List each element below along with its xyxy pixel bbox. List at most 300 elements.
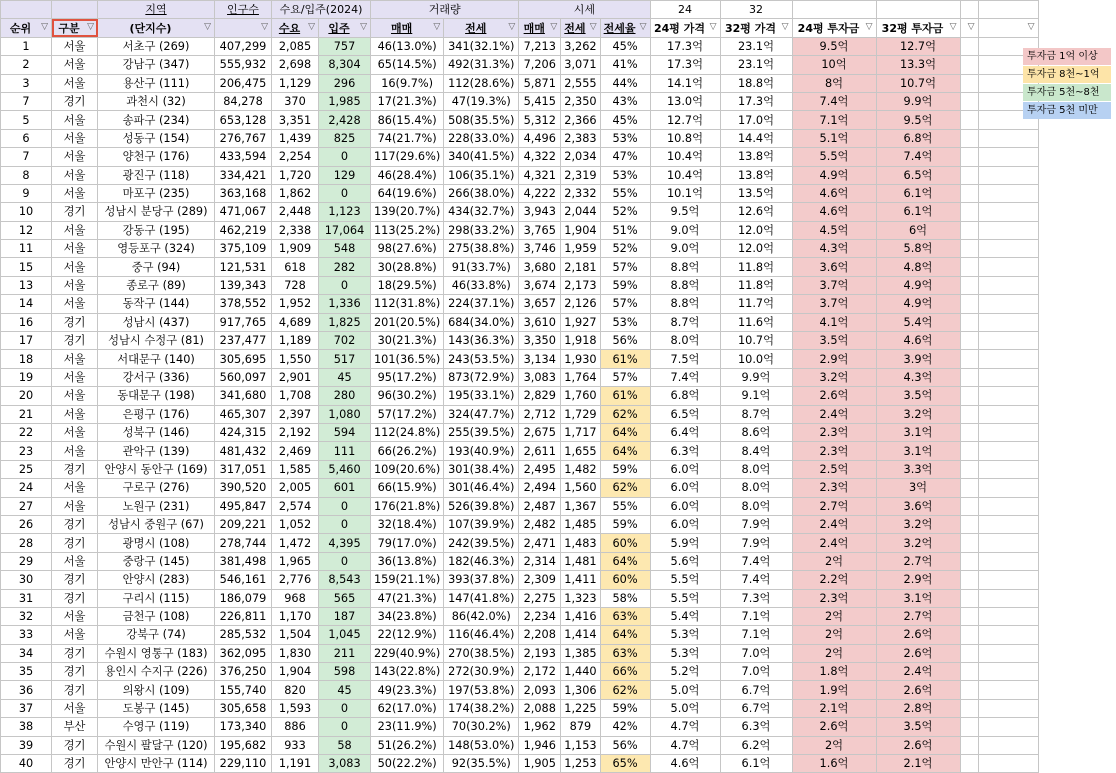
price32-cell[interactable]: 7.1억 (720, 607, 792, 625)
price-trade-cell[interactable]: 2,611 (519, 442, 561, 460)
trade-cell[interactable]: 112(31.8%) (371, 295, 444, 313)
gubun-cell[interactable]: 서울 (52, 350, 98, 368)
demand-cell[interactable]: 1,593 (272, 699, 319, 717)
trade-cell[interactable]: 201(20.5%) (371, 313, 444, 331)
invest24-cell[interactable]: 3.2억 (792, 368, 876, 386)
empty-cell[interactable] (978, 203, 1038, 221)
demand-cell[interactable]: 1,862 (272, 184, 319, 202)
invest32-cell[interactable]: 3.2억 (876, 405, 960, 423)
invest32-cell[interactable]: 2.4억 (876, 663, 960, 681)
supply-cell[interactable]: 296 (319, 74, 371, 92)
jeonse-rate-cell[interactable]: 62% (600, 681, 650, 699)
jeonse-cell[interactable]: 243(53.5%) (444, 350, 519, 368)
invest32-cell[interactable]: 6.5억 (876, 166, 960, 184)
rank-cell[interactable]: 30 (1, 571, 52, 589)
empty-cell[interactable] (978, 166, 1038, 184)
jeonse-rate-cell[interactable]: 52% (600, 240, 650, 258)
empty-cell[interactable] (960, 515, 978, 533)
supply-cell[interactable]: 129 (319, 166, 371, 184)
jeonse-cell[interactable]: 228(33.0%) (444, 129, 519, 147)
region-cell[interactable]: 성동구 (154) (98, 129, 215, 147)
invest24-cell[interactable]: 4.6억 (792, 203, 876, 221)
demand-cell[interactable]: 2,448 (272, 203, 319, 221)
region-cell[interactable]: 성남시 (437) (98, 313, 215, 331)
filter-icon[interactable]: ▽ (550, 22, 558, 33)
invest32-cell[interactable]: 2.6억 (876, 626, 960, 644)
population-cell[interactable]: 555,932 (215, 56, 272, 74)
price24-cell[interactable]: 10.1억 (650, 184, 720, 202)
jeonse-rate-cell[interactable]: 58% (600, 589, 650, 607)
demand-cell[interactable]: 1,189 (272, 332, 319, 350)
trade-cell[interactable]: 143(22.8%) (371, 663, 444, 681)
price32-cell[interactable]: 23.1억 (720, 56, 792, 74)
empty-cell[interactable] (960, 276, 978, 294)
invest24-cell[interactable]: 5.1억 (792, 129, 876, 147)
filter-icon[interactable]: ▽ (639, 22, 647, 33)
demand-cell[interactable]: 886 (272, 718, 319, 736)
demand-cell[interactable]: 2,698 (272, 56, 319, 74)
price-jeonse-cell[interactable]: 1,485 (561, 515, 600, 533)
rank-cell[interactable]: 22 (1, 423, 52, 441)
header-demand[interactable] (272, 19, 319, 37)
supply-cell[interactable]: 2,428 (319, 111, 371, 129)
jeonse-cell[interactable]: 526(39.8%) (444, 497, 519, 515)
price32-cell[interactable]: 10.0억 (720, 350, 792, 368)
price24-cell[interactable]: 13.0억 (650, 92, 720, 110)
jeonse-rate-cell[interactable]: 55% (600, 497, 650, 515)
price-trade-cell[interactable]: 5,871 (519, 74, 561, 92)
gubun-cell[interactable]: 경기 (52, 663, 98, 681)
invest32-cell[interactable]: 2.8억 (876, 699, 960, 717)
invest24-cell[interactable]: 4.5억 (792, 221, 876, 239)
trade-cell[interactable]: 112(24.8%) (371, 423, 444, 441)
price-jeonse-cell[interactable]: 1,253 (561, 755, 600, 773)
rank-cell[interactable]: 7 (1, 92, 52, 110)
price-jeonse-cell[interactable]: 2,044 (561, 203, 600, 221)
population-cell[interactable]: 375,109 (215, 240, 272, 258)
gubun-cell[interactable]: 서울 (52, 626, 98, 644)
price24-cell[interactable]: 5.6억 (650, 552, 720, 570)
empty-cell[interactable] (978, 221, 1038, 239)
demand-cell[interactable]: 2,005 (272, 479, 319, 497)
price-trade-cell[interactable]: 2,208 (519, 626, 561, 644)
invest32-cell[interactable]: 3.6억 (876, 497, 960, 515)
empty-cell[interactable] (960, 460, 978, 478)
price32-cell[interactable]: 8.4억 (720, 442, 792, 460)
empty-cell[interactable] (978, 552, 1038, 570)
jeonse-cell[interactable]: 684(34.0%) (444, 313, 519, 331)
empty-cell[interactable] (978, 350, 1038, 368)
filter-icon[interactable]: ▽ (87, 22, 94, 33)
empty-cell[interactable] (978, 184, 1038, 202)
filter-icon[interactable]: ▽ (261, 22, 268, 33)
region-cell[interactable]: 마포구 (235) (98, 184, 215, 202)
demand-cell[interactable]: 1,504 (272, 626, 319, 644)
invest24-cell[interactable]: 9.5억 (792, 37, 876, 55)
trade-cell[interactable]: 18(29.5%) (371, 276, 444, 294)
trade-cell[interactable]: 46(13.0%) (371, 37, 444, 55)
invest24-cell[interactable]: 2.4억 (792, 405, 876, 423)
jeonse-rate-cell[interactable]: 53% (600, 129, 650, 147)
population-cell[interactable]: 186,079 (215, 589, 272, 607)
price24-cell[interactable]: 7.5억 (650, 350, 720, 368)
price-jeonse-cell[interactable]: 3,071 (561, 56, 600, 74)
population-cell[interactable]: 465,307 (215, 405, 272, 423)
empty-cell[interactable] (960, 166, 978, 184)
table-row[interactable] (1, 92, 1039, 110)
jeonse-rate-cell[interactable]: 59% (600, 460, 650, 478)
header-complexes[interactable] (98, 19, 215, 37)
jeonse-rate-cell[interactable]: 51% (600, 221, 650, 239)
demand-cell[interactable]: 1,439 (272, 129, 319, 147)
jeonse-cell[interactable]: 434(32.7%) (444, 203, 519, 221)
invest24-cell[interactable]: 2.5억 (792, 460, 876, 478)
rank-cell[interactable]: 23 (1, 442, 52, 460)
gubun-cell[interactable]: 서울 (52, 74, 98, 92)
price32-cell[interactable]: 12.6억 (720, 203, 792, 221)
price32-cell[interactable]: 7.9억 (720, 515, 792, 533)
trade-cell[interactable]: 113(25.2%) (371, 221, 444, 239)
price32-cell[interactable]: 7.4억 (720, 571, 792, 589)
demand-cell[interactable]: 1,830 (272, 644, 319, 662)
region-cell[interactable]: 관악구 (139) (98, 442, 215, 460)
trade-cell[interactable]: 74(21.7%) (371, 129, 444, 147)
jeonse-cell[interactable]: 324(47.7%) (444, 405, 519, 423)
invest32-cell[interactable]: 4.3억 (876, 368, 960, 386)
population-cell[interactable]: 285,532 (215, 626, 272, 644)
price24-cell[interactable]: 9.5억 (650, 203, 720, 221)
jeonse-cell[interactable]: 266(38.0%) (444, 184, 519, 202)
demand-cell[interactable]: 2,574 (272, 497, 319, 515)
invest24-cell[interactable]: 3.5억 (792, 332, 876, 350)
trade-cell[interactable]: 57(17.2%) (371, 405, 444, 423)
invest32-cell[interactable]: 13.3억 (876, 56, 960, 74)
invest32-cell[interactable]: 3.2억 (876, 515, 960, 533)
rank-cell[interactable]: 17 (1, 332, 52, 350)
jeonse-cell[interactable]: 116(46.4%) (444, 626, 519, 644)
region-cell[interactable]: 의왕시 (109) (98, 681, 215, 699)
jeonse-rate-cell[interactable]: 60% (600, 571, 650, 589)
price-trade-cell[interactable]: 2,309 (519, 571, 561, 589)
price32-cell[interactable]: 9.1억 (720, 387, 792, 405)
table-row[interactable] (1, 460, 1039, 478)
demand-cell[interactable]: 1,965 (272, 552, 319, 570)
table-row[interactable] (1, 258, 1039, 276)
invest24-cell[interactable]: 2.4억 (792, 534, 876, 552)
jeonse-rate-cell[interactable]: 41% (600, 56, 650, 74)
population-cell[interactable]: 462,219 (215, 221, 272, 239)
region-cell[interactable]: 과천시 (32) (98, 92, 215, 110)
population-cell[interactable]: 276,767 (215, 129, 272, 147)
price32-cell[interactable]: 8.0억 (720, 460, 792, 478)
population-cell[interactable]: 433,594 (215, 148, 272, 166)
trade-cell[interactable]: 96(30.2%) (371, 387, 444, 405)
invest24-cell[interactable]: 2.3억 (792, 589, 876, 607)
population-cell[interactable]: 424,315 (215, 423, 272, 441)
supply-cell[interactable]: 1,985 (319, 92, 371, 110)
invest24-cell[interactable]: 2억 (792, 626, 876, 644)
jeonse-cell[interactable]: 143(36.3%) (444, 332, 519, 350)
demand-cell[interactable]: 1,952 (272, 295, 319, 313)
supply-cell[interactable]: 3,083 (319, 755, 371, 773)
rank-cell[interactable]: 15 (1, 258, 52, 276)
region-cell[interactable]: 광진구 (118) (98, 166, 215, 184)
jeonse-cell[interactable]: 301(38.4%) (444, 460, 519, 478)
supply-cell[interactable]: 280 (319, 387, 371, 405)
jeonse-rate-cell[interactable]: 65% (600, 755, 650, 773)
table-row[interactable] (1, 663, 1039, 681)
price32-cell[interactable]: 7.4억 (720, 552, 792, 570)
table-row[interactable] (1, 423, 1039, 441)
demand-cell[interactable]: 2,469 (272, 442, 319, 460)
supply-cell[interactable]: 211 (319, 644, 371, 662)
empty-cell[interactable] (978, 497, 1038, 515)
price-trade-cell[interactable]: 2,712 (519, 405, 561, 423)
jeonse-cell[interactable]: 340(41.5%) (444, 148, 519, 166)
demand-cell[interactable]: 370 (272, 92, 319, 110)
empty-cell[interactable] (960, 56, 978, 74)
population-cell[interactable]: 209,221 (215, 515, 272, 533)
invest32-cell[interactable]: 6.1억 (876, 184, 960, 202)
supply-cell[interactable]: 825 (319, 129, 371, 147)
rank-cell[interactable]: 34 (1, 644, 52, 662)
price-jeonse-cell[interactable]: 2,366 (561, 111, 600, 129)
jeonse-rate-cell[interactable]: 60% (600, 534, 650, 552)
population-cell[interactable]: 334,421 (215, 166, 272, 184)
supply-cell[interactable]: 8,543 (319, 571, 371, 589)
trade-cell[interactable]: 49(23.3%) (371, 681, 444, 699)
jeonse-cell[interactable]: 193(40.9%) (444, 442, 519, 460)
population-cell[interactable]: 305,658 (215, 699, 272, 717)
header-invest24[interactable] (792, 19, 876, 37)
rank-cell[interactable]: 1 (1, 37, 52, 55)
region-cell[interactable]: 안양시 만안구 (114) (98, 755, 215, 773)
price24-cell[interactable]: 4.7억 (650, 736, 720, 754)
region-cell[interactable]: 강동구 (195) (98, 221, 215, 239)
price32-cell[interactable]: 17.0억 (720, 111, 792, 129)
price24-cell[interactable]: 17.3억 (650, 56, 720, 74)
trade-cell[interactable]: 79(17.0%) (371, 534, 444, 552)
supply-cell[interactable]: 0 (319, 552, 371, 570)
supply-cell[interactable]: 58 (319, 736, 371, 754)
supply-cell[interactable]: 17,064 (319, 221, 371, 239)
empty-cell[interactable] (960, 240, 978, 258)
jeonse-rate-cell[interactable]: 56% (600, 332, 650, 350)
trade-cell[interactable]: 98(27.6%) (371, 240, 444, 258)
price24-cell[interactable]: 6.8억 (650, 387, 720, 405)
demand-cell[interactable]: 3,351 (272, 111, 319, 129)
jeonse-rate-cell[interactable]: 55% (600, 184, 650, 202)
jeonse-rate-cell[interactable]: 59% (600, 276, 650, 294)
gubun-cell[interactable]: 경기 (52, 515, 98, 533)
price-jeonse-cell[interactable]: 1,729 (561, 405, 600, 423)
price-jeonse-cell[interactable]: 2,319 (561, 166, 600, 184)
supply-cell[interactable]: 45 (319, 368, 371, 386)
supply-cell[interactable]: 0 (319, 184, 371, 202)
demand-cell[interactable]: 2,901 (272, 368, 319, 386)
trade-cell[interactable]: 101(36.5%) (371, 350, 444, 368)
region-cell[interactable]: 광명시 (108) (98, 534, 215, 552)
price24-cell[interactable]: 8.8억 (650, 258, 720, 276)
invest24-cell[interactable]: 2.7억 (792, 497, 876, 515)
region-cell[interactable]: 용산구 (111) (98, 74, 215, 92)
region-cell[interactable]: 동작구 (144) (98, 295, 215, 313)
invest32-cell[interactable]: 9.5억 (876, 111, 960, 129)
demand-cell[interactable]: 618 (272, 258, 319, 276)
region-cell[interactable]: 강남구 (347) (98, 56, 215, 74)
jeonse-cell[interactable]: 91(33.7%) (444, 258, 519, 276)
price-jeonse-cell[interactable]: 1,930 (561, 350, 600, 368)
table-row[interactable] (1, 56, 1039, 74)
gubun-cell[interactable]: 서울 (52, 240, 98, 258)
filter-icon[interactable]: ▽ (508, 22, 516, 33)
table-row[interactable] (1, 184, 1039, 202)
jeonse-rate-cell[interactable]: 64% (600, 442, 650, 460)
region-cell[interactable]: 성남시 중원구 (67) (98, 515, 215, 533)
header-price-jeonse[interactable] (561, 19, 600, 37)
price32-cell[interactable]: 6.7억 (720, 699, 792, 717)
empty-cell[interactable] (978, 148, 1038, 166)
jeonse-cell[interactable]: 47(19.3%) (444, 92, 519, 110)
trade-cell[interactable]: 50(22.2%) (371, 755, 444, 773)
jeonse-cell[interactable]: 275(38.8%) (444, 240, 519, 258)
empty-cell[interactable] (960, 332, 978, 350)
invest32-cell[interactable]: 4.8억 (876, 258, 960, 276)
invest32-cell[interactable]: 6.8억 (876, 129, 960, 147)
trade-cell[interactable]: 109(20.6%) (371, 460, 444, 478)
price-jeonse-cell[interactable]: 1,482 (561, 460, 600, 478)
empty-cell[interactable] (960, 681, 978, 699)
price-trade-cell[interactable]: 3,674 (519, 276, 561, 294)
jeonse-cell[interactable]: 106(35.1%) (444, 166, 519, 184)
region-cell[interactable]: 강북구 (74) (98, 626, 215, 644)
price32-cell[interactable]: 12.0억 (720, 240, 792, 258)
invest32-cell[interactable]: 7.4억 (876, 148, 960, 166)
population-cell[interactable]: 560,097 (215, 368, 272, 386)
invest24-cell[interactable]: 2억 (792, 552, 876, 570)
price32-cell[interactable]: 7.0억 (720, 644, 792, 662)
invest24-cell[interactable]: 2억 (792, 644, 876, 662)
price24-cell[interactable]: 6.0억 (650, 479, 720, 497)
empty-cell[interactable] (960, 736, 978, 754)
rank-cell[interactable]: 9 (1, 184, 52, 202)
demand-cell[interactable]: 1,129 (272, 74, 319, 92)
empty-cell[interactable] (960, 258, 978, 276)
population-cell[interactable]: 278,744 (215, 534, 272, 552)
price24-cell[interactable]: 8.0억 (650, 332, 720, 350)
jeonse-rate-cell[interactable]: 64% (600, 423, 650, 441)
empty-cell[interactable] (978, 644, 1038, 662)
invest24-cell[interactable]: 2.2억 (792, 571, 876, 589)
empty-cell[interactable] (978, 681, 1038, 699)
region-cell[interactable]: 수원시 팔달구 (120) (98, 736, 215, 754)
price-jeonse-cell[interactable]: 1,717 (561, 423, 600, 441)
jeonse-rate-cell[interactable]: 64% (600, 552, 650, 570)
invest32-cell[interactable]: 3.2억 (876, 534, 960, 552)
price-trade-cell[interactable]: 3,746 (519, 240, 561, 258)
population-cell[interactable]: 481,432 (215, 442, 272, 460)
price24-cell[interactable]: 6.4억 (650, 423, 720, 441)
price24-cell[interactable]: 12.7억 (650, 111, 720, 129)
rank-cell[interactable]: 3 (1, 74, 52, 92)
supply-cell[interactable]: 1,045 (319, 626, 371, 644)
header-trade[interactable] (371, 19, 444, 37)
empty-cell[interactable] (960, 184, 978, 202)
trade-cell[interactable]: 62(17.0%) (371, 699, 444, 717)
price-trade-cell[interactable]: 3,657 (519, 295, 561, 313)
invest24-cell[interactable]: 2.3억 (792, 442, 876, 460)
price24-cell[interactable]: 6.3억 (650, 442, 720, 460)
filter-icon[interactable]: ▽ (204, 22, 211, 33)
region-cell[interactable]: 구로구 (276) (98, 479, 215, 497)
empty-cell[interactable] (978, 515, 1038, 533)
price24-cell[interactable]: 4.7억 (650, 718, 720, 736)
gubun-cell[interactable]: 경기 (52, 681, 98, 699)
empty-cell[interactable] (960, 368, 978, 386)
price24-cell[interactable]: 9.0억 (650, 240, 720, 258)
invest32-cell[interactable]: 6.1억 (876, 203, 960, 221)
price-jeonse-cell[interactable]: 1,153 (561, 736, 600, 754)
table-row[interactable] (1, 534, 1039, 552)
invest32-cell[interactable]: 3.5억 (876, 718, 960, 736)
demand-cell[interactable]: 2,085 (272, 37, 319, 55)
price-trade-cell[interactable]: 2,314 (519, 552, 561, 570)
jeonse-cell[interactable]: 272(30.9%) (444, 663, 519, 681)
empty-cell[interactable] (960, 423, 978, 441)
population-cell[interactable]: 155,740 (215, 681, 272, 699)
price32-cell[interactable]: 7.3억 (720, 589, 792, 607)
price-trade-cell[interactable]: 4,496 (519, 129, 561, 147)
trade-cell[interactable]: 23(11.9%) (371, 718, 444, 736)
empty-cell[interactable] (960, 699, 978, 717)
empty-cell[interactable] (960, 718, 978, 736)
invest24-cell[interactable]: 2.6억 (792, 718, 876, 736)
empty-cell[interactable] (978, 423, 1038, 441)
price-jeonse-cell[interactable]: 1,385 (561, 644, 600, 662)
demand-cell[interactable]: 1,052 (272, 515, 319, 533)
jeonse-rate-cell[interactable]: 56% (600, 736, 650, 754)
gubun-cell[interactable]: 서울 (52, 442, 98, 460)
header-rank[interactable] (1, 19, 52, 37)
price-trade-cell[interactable]: 3,350 (519, 332, 561, 350)
price32-cell[interactable]: 12.0억 (720, 221, 792, 239)
rank-cell[interactable]: 10 (1, 203, 52, 221)
invest24-cell[interactable]: 2억 (792, 607, 876, 625)
table-row[interactable] (1, 626, 1039, 644)
gubun-cell[interactable]: 서울 (52, 295, 98, 313)
price24-cell[interactable]: 7.4억 (650, 368, 720, 386)
rank-cell[interactable]: 33 (1, 626, 52, 644)
demand-cell[interactable]: 4,689 (272, 313, 319, 331)
region-cell[interactable]: 성북구 (146) (98, 423, 215, 441)
empty-cell[interactable] (960, 626, 978, 644)
price-trade-cell[interactable]: 4,321 (519, 166, 561, 184)
price32-cell[interactable]: 6.2억 (720, 736, 792, 754)
price24-cell[interactable]: 10.8억 (650, 129, 720, 147)
table-row[interactable] (1, 442, 1039, 460)
jeonse-cell[interactable]: 301(46.4%) (444, 479, 519, 497)
price-jeonse-cell[interactable]: 1,483 (561, 534, 600, 552)
population-cell[interactable]: 653,128 (215, 111, 272, 129)
table-row[interactable] (1, 515, 1039, 533)
empty-cell[interactable] (978, 442, 1038, 460)
supply-cell[interactable]: 5,460 (319, 460, 371, 478)
jeonse-rate-cell[interactable]: 61% (600, 387, 650, 405)
jeonse-rate-cell[interactable]: 59% (600, 515, 650, 533)
invest24-cell[interactable]: 1.8억 (792, 663, 876, 681)
empty-cell[interactable] (978, 240, 1038, 258)
supply-cell[interactable]: 1,336 (319, 295, 371, 313)
